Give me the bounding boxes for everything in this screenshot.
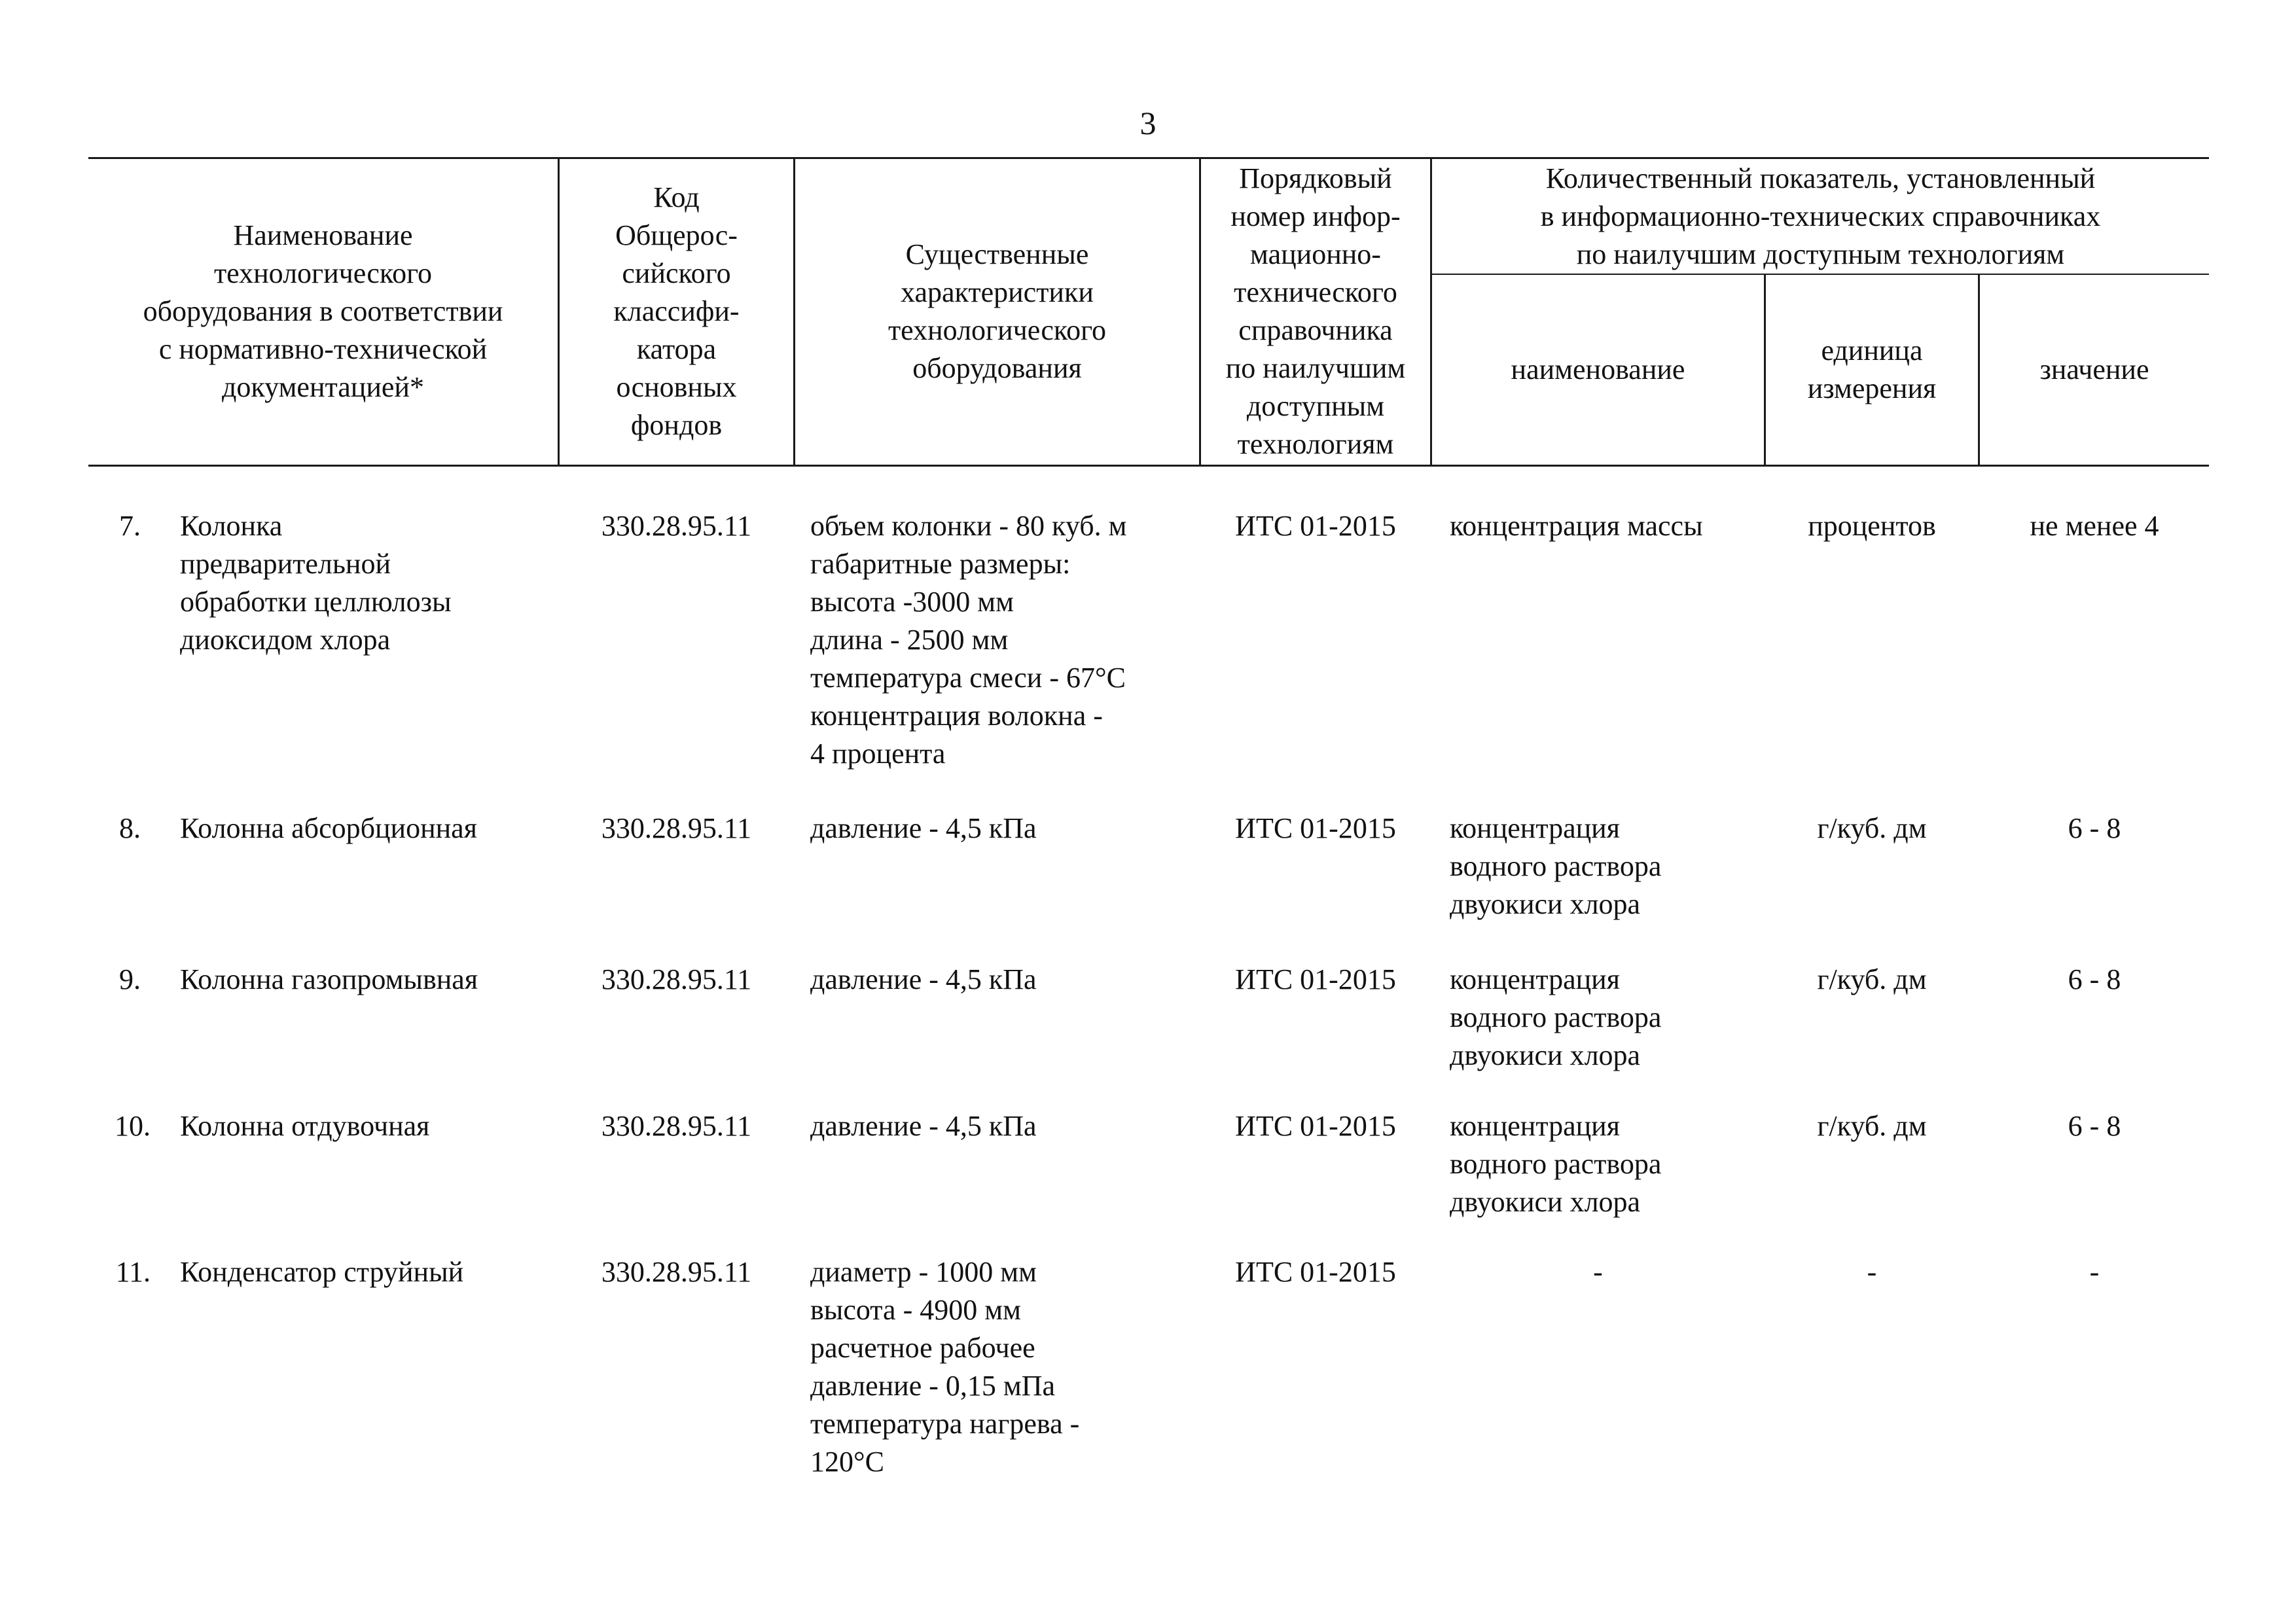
equipment-name: Колонка предварительной обработки целлюлозы диоксидом хлора	[180, 510, 452, 656]
equipment-characteristics: давление - 4,5 кПа	[810, 963, 1037, 995]
equipment-name: Колонна газопромывная	[180, 963, 478, 995]
equipment-characteristics: диаметр - 1000 мм высота - 4900 мм расчетное рабочее давление - 0,15 мПа температура нагрева - 120°С	[810, 1256, 1080, 1478]
row-number: 11.	[115, 1256, 151, 1288]
row-number: 7.	[119, 510, 141, 542]
header-characteristics-text: Существенные характеристики технологического оборудования	[888, 238, 1107, 384]
header-indicator-value	[1980, 276, 2209, 463]
indicator-value: не менее 4	[2030, 510, 2159, 542]
reference-number: ИТС 01-2015	[1235, 510, 1396, 542]
header-indicator-unit-text: единица измерения	[1807, 334, 1937, 404]
header-indicator-group-text: Количественный показатель, установленный в информационно-технических справочниках по наилучшим доступным технологиям	[1540, 162, 2101, 270]
indicator-unit: процентов	[1808, 510, 1936, 542]
reference-number: ИТС 01-2015	[1235, 812, 1396, 844]
equipment-characteristics: давление - 4,5 кПа	[810, 1110, 1037, 1142]
classifier-code: 330.28.95.11	[601, 963, 752, 995]
header-reference-number	[1201, 160, 1430, 463]
row-number: 8.	[119, 812, 141, 844]
indicator-group-rule	[1430, 274, 2209, 275]
indicator-value: 6 - 8	[2068, 1110, 2121, 1142]
reference-number: ИТС 01-2015	[1235, 1256, 1396, 1288]
header-characteristics	[795, 160, 1199, 463]
equipment-characteristics: давление - 4,5 кПа	[810, 812, 1037, 844]
indicator-value: -	[2089, 1256, 2100, 1288]
indicator-unit: -	[1867, 1256, 1877, 1288]
header-indicator-group	[1432, 160, 2209, 274]
indicator-unit: г/куб. дм	[1817, 812, 1927, 844]
header-bottom-rule	[88, 465, 2209, 467]
equipment-characteristics: объем колонки - 80 куб. м габаритные размеры: высота -3000 мм длина - 2500 мм температура смеси - 67°С концентрация волокна - 4 процента	[810, 510, 1127, 770]
classifier-code: 330.28.95.11	[601, 510, 752, 542]
header-classifier-code	[560, 160, 793, 463]
indicator-unit: г/куб. дм	[1817, 963, 1927, 995]
indicator-name: -	[1593, 1256, 1603, 1288]
indicator-name: концентрация водного раствора двуокиси хлора	[1450, 812, 1662, 920]
indicator-value: 6 - 8	[2068, 812, 2121, 844]
table-top-rule	[88, 157, 2209, 159]
header-indicator-name-text: наименование	[1511, 353, 1685, 385]
header-indicator-name	[1432, 276, 1764, 463]
classifier-code: 330.28.95.11	[601, 1110, 752, 1142]
indicator-name: концентрация водного раствора двуокиси хлора	[1450, 963, 1662, 1071]
indicator-name: концентрация водного раствора двуокиси хлора	[1450, 1110, 1662, 1218]
row-number: 10.	[115, 1110, 151, 1142]
indicator-unit: г/куб. дм	[1817, 1110, 1927, 1142]
header-classifier-code-text: Код Общерос- сийского классифи- катора основных фондов	[613, 181, 740, 441]
classifier-code: 330.28.95.11	[601, 812, 752, 844]
page-number: 3	[1139, 105, 1157, 141]
reference-number: ИТС 01-2015	[1235, 1110, 1396, 1142]
indicator-value: 6 - 8	[2068, 963, 2121, 995]
equipment-name: Колонна абсорбционная	[180, 812, 477, 844]
equipment-name: Колонна отдувочная	[180, 1110, 430, 1142]
reference-number: ИТС 01-2015	[1235, 963, 1396, 995]
header-reference-number-text: Порядковый номер инфор- мационно- технического справочника по наилучшим доступным технологиям	[1225, 162, 1406, 460]
classifier-code: 330.28.95.11	[601, 1256, 752, 1288]
header-indicator-value-text: значение	[2039, 353, 2149, 385]
indicator-name: концентрация массы	[1450, 510, 1703, 542]
equipment-name: Конденсатор струйный	[180, 1256, 464, 1288]
header-equipment-name	[88, 160, 558, 463]
row-number: 9.	[119, 963, 141, 995]
header-equipment-name-text: Наименование технологического оборудования в соответствии с нормативно-технической документацией*	[143, 219, 503, 403]
header-indicator-unit	[1766, 276, 1978, 463]
